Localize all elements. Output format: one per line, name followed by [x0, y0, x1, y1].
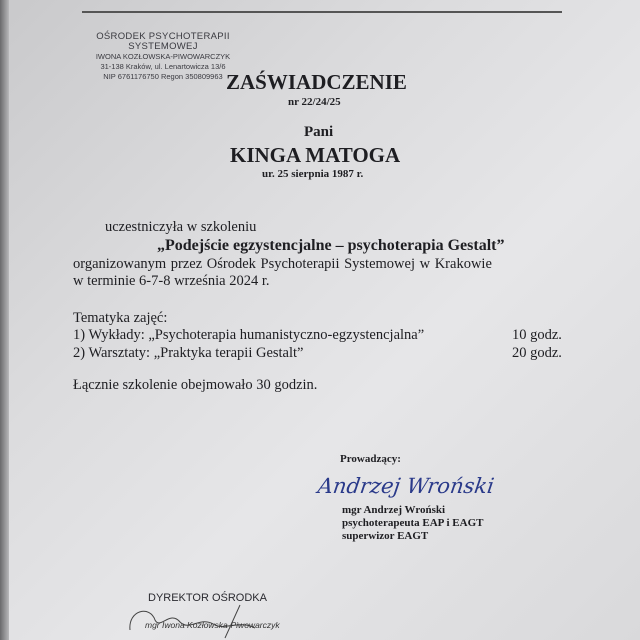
stamp-line: NIP 6761176750 Regon 350809963 — [103, 72, 223, 81]
birth-date: ur. 25 sierpnia 1987 r. — [262, 168, 364, 180]
total-hours: Łącznie szkolenie obejmowało 30 godzin. — [73, 377, 318, 393]
instructor-name: mgr Andrzej Wroński — [342, 504, 446, 516]
course-title: „Podejście egzystencjalne – psychoterapia Gestalt” — [157, 237, 505, 254]
stamp-line: 31-138 Kraków, ul. Lenartowicza 13/6 — [100, 62, 226, 71]
instructor-label: Prowadzący: — [340, 453, 401, 465]
document-number: nr 22/24/25 — [288, 96, 341, 108]
stamp-line: IWONA KOZŁOWSKA-PIWOWARCZYK — [95, 52, 231, 61]
topic-item: 2) Warsztaty: „Praktyka terapii Gestalt” — [73, 345, 304, 361]
dates-text: w terminie 6-7-8 września 2024 r. — [73, 273, 270, 289]
instructor-title: superwizor EAGT — [342, 530, 429, 542]
top-rule — [82, 11, 562, 13]
document-title: ZAŚWIADCZENIE — [226, 70, 407, 94]
stamp-line: SYSTEMOWEJ — [128, 41, 198, 52]
instructor-block — [342, 504, 483, 543]
intro-text: uczestniczyła w szkoleniu — [105, 219, 257, 235]
instructor-title: psychoterapeuta EAP i EAGT — [342, 517, 484, 529]
page-edge-shadow — [0, 0, 9, 640]
director-name: mgr Iwona Kozłowska-Piwowarczyk — [145, 620, 280, 630]
organizer-text: organizowanym przez Ośrodek Psychoterapii Systemowej w Krakowie — [73, 256, 492, 272]
topic-hours: 20 godz. — [512, 345, 562, 361]
topic-item: 1) Wykłady: „Psychoterapia humanistyczno-egzystencjalna” — [73, 327, 425, 343]
salutation: Pani — [304, 124, 334, 140]
director-label: DYREKTOR OŚRODKA — [148, 592, 267, 604]
topic-hours: 10 godz. — [512, 327, 562, 343]
topics-label: Tematyka zajęć: — [73, 310, 168, 326]
organization-stamp — [88, 32, 238, 82]
recipient-name: KINGA MATOGA — [230, 143, 401, 167]
stamp-line: OŚRODEK PSYCHOTERAPII — [96, 31, 230, 42]
instructor-signature: Andrzej Wroński — [316, 474, 496, 498]
